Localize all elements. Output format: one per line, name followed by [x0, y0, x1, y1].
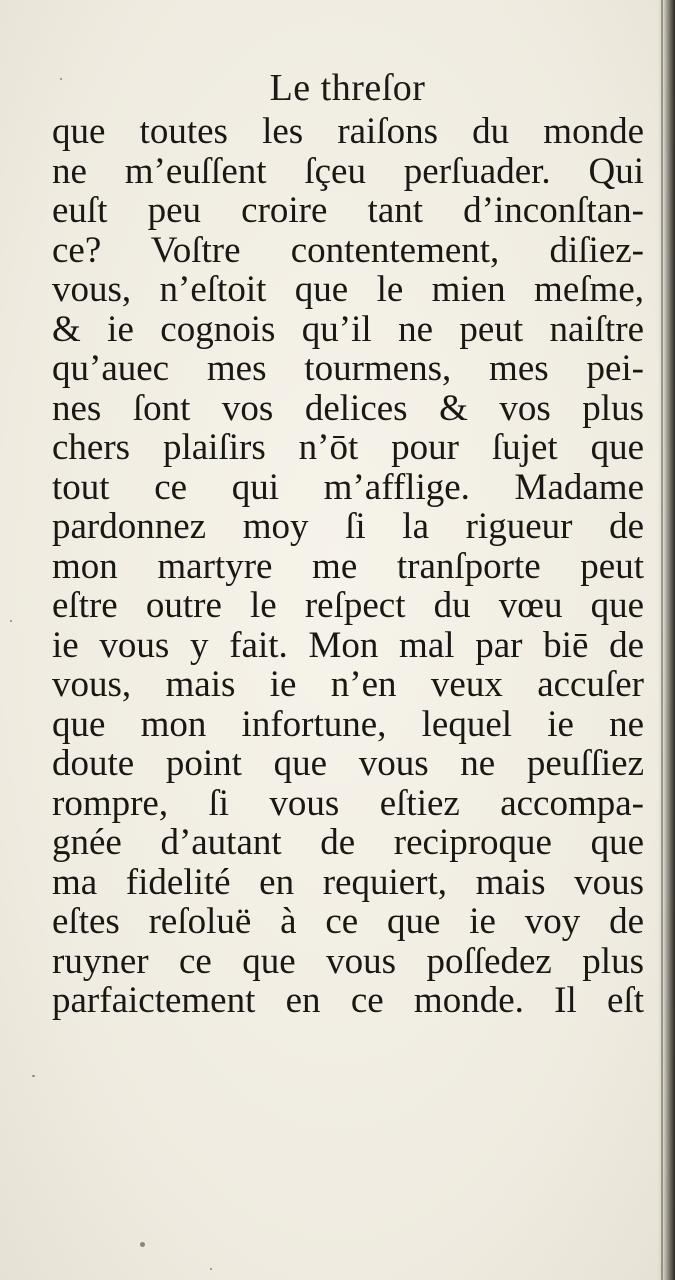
text-line: eſtes reſoluë à ce que ie voy de [52, 901, 644, 942]
text-line: chers plaiſirs n’ōt pour ſujet que [52, 427, 644, 468]
text-line: que toutes les raiſons du monde [52, 111, 644, 152]
body-text [52, 112, 644, 1021]
text-line: & ie cognois qu’il ne peut naiſtre [52, 308, 644, 350]
paper-speck [10, 620, 12, 622]
running-head: Le threſor [269, 67, 426, 109]
text-line: doute point que vous ne peuſſiez [52, 743, 644, 784]
text-line: euſt peu croire tant d’inconſtan- [52, 190, 644, 231]
paper-speck [210, 1268, 212, 1270]
text-line: ruyner ce que vous poſſedez plus [52, 940, 644, 982]
paper-speck [60, 78, 62, 80]
text-line: tout ce qui m’afflige. Madame [52, 466, 644, 508]
text-line: eſtre outre le reſpect du vœu que [52, 585, 644, 626]
text-line: rompre, ſi vous eſtiez accompa- [52, 782, 644, 824]
page-edge-line [661, 0, 663, 1280]
paper-speck [140, 1242, 145, 1247]
text-line: ie vous y fait. Mon mal par biē de [52, 624, 644, 666]
text-line: ne m’euſſent ſçeu perſuader. Qui [52, 150, 644, 192]
text-line: nes ſont vos delices & vos plus [52, 387, 644, 429]
text-line: vous, n’eſtoit que le mien meſme, [52, 269, 644, 310]
paper-speck [32, 1075, 35, 1077]
text-line: mon martyre me tranſporte peut [52, 545, 644, 587]
text-line: qu’auec mes tourmens, mes pei- [52, 348, 644, 389]
text-line: que mon infortune, lequel ie ne [52, 703, 644, 745]
text-line: parfaictement en ce monde. Il eſt [52, 980, 644, 1021]
text-line: ce? Voſtre contentement, diſiez- [52, 229, 644, 271]
text-line: gnée d’autant de reciproque que [52, 822, 644, 863]
text-line: vous, mais ie n’en veux accuſer [52, 664, 644, 705]
page-edge-shadow [657, 0, 675, 1280]
text-line: pardonnez moy ſi la rigueur de [52, 506, 644, 547]
text-line: ma fidelité en requiert, mais vous [52, 861, 644, 903]
